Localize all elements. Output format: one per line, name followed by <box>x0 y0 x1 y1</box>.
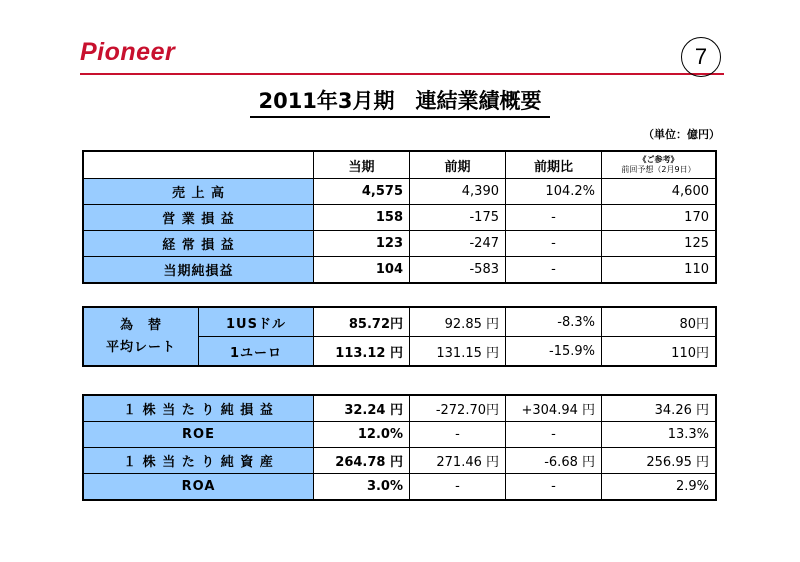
cell-forecast: 110 <box>602 257 716 283</box>
cell-previous: -272.70円 <box>410 396 506 422</box>
cell-previous: 271.46 円 <box>410 448 506 474</box>
pioneer-logo: Pioneer <box>80 38 176 66</box>
header-divider <box>80 73 724 75</box>
cell-forecast: 125 <box>602 231 716 257</box>
cell-current: 104 <box>314 257 410 283</box>
table-row <box>84 231 716 257</box>
row-label: ROA <box>84 474 314 500</box>
table-row <box>84 205 716 231</box>
row-label: 1ユーロ <box>199 337 314 366</box>
cell-forecast: 110円 <box>602 337 716 366</box>
row-label: 経 常 損 益 <box>84 231 314 257</box>
col-header-current: 当期 <box>314 152 410 179</box>
cell-change: - <box>506 257 602 283</box>
cell-change: +304.94 円 <box>506 396 602 422</box>
row-label: 売 上 高 <box>84 179 314 205</box>
fx-group-label-line2: 平均レート <box>105 339 176 355</box>
cell-current: 3.0% <box>314 474 410 500</box>
cell-forecast: 34.26 円 <box>602 396 716 422</box>
page-title: 2011年3月期 連結業績概要 <box>250 88 549 118</box>
cell-previous: 131.15 円 <box>410 337 506 366</box>
fx-group-label-line1: 為 替 <box>119 317 162 333</box>
cell-current: 32.24 円 <box>314 396 410 422</box>
cell-current: 123 <box>314 231 410 257</box>
row-label: 営 業 損 益 <box>84 205 314 231</box>
cell-change: -15.9% <box>506 337 602 366</box>
cell-previous: -583 <box>410 257 506 283</box>
cell-forecast: 80円 <box>602 308 716 337</box>
cell-change: -6.68 円 <box>506 448 602 474</box>
cell-change: - <box>506 231 602 257</box>
title-container <box>0 88 800 118</box>
cell-forecast: 170 <box>602 205 716 231</box>
col-header-forecast <box>602 152 716 179</box>
cell-previous: -175 <box>410 205 506 231</box>
cell-previous: - <box>410 474 506 500</box>
table-row <box>84 257 716 283</box>
cell-current: 158 <box>314 205 410 231</box>
cell-current: 85.72円 <box>314 308 410 337</box>
cell-previous: 4,390 <box>410 179 506 205</box>
cell-change: - <box>506 474 602 500</box>
cell-change: 104.2% <box>506 179 602 205</box>
cell-current: 113.12 円 <box>314 337 410 366</box>
table-row <box>84 179 716 205</box>
cell-forecast: 256.95 円 <box>602 448 716 474</box>
results-header-row <box>84 152 716 179</box>
cell-change: - <box>506 422 602 448</box>
cell-change: - <box>506 205 602 231</box>
cell-forecast: 4,600 <box>602 179 716 205</box>
cell-change: -8.3% <box>506 308 602 337</box>
table-row <box>84 308 716 337</box>
row-label: ROE <box>84 422 314 448</box>
cell-forecast: 13.3% <box>602 422 716 448</box>
fx-table <box>83 307 716 366</box>
cell-previous: -247 <box>410 231 506 257</box>
cell-previous: - <box>410 422 506 448</box>
ref-header-line1: 《ご参考》 <box>638 155 679 164</box>
ref-header-line2: 前回予想（2月9日） <box>621 165 696 174</box>
row-label: １ 株 当 た り 純 損 益 <box>84 396 314 422</box>
cell-previous: 92.85 円 <box>410 308 506 337</box>
row-label: １ 株 当 た り 純 資 産 <box>84 448 314 474</box>
page-number: 7 <box>681 37 721 77</box>
table-row <box>84 396 716 422</box>
cell-forecast: 2.9% <box>602 474 716 500</box>
per-share-table <box>83 395 716 500</box>
cell-current: 12.0% <box>314 422 410 448</box>
col-header-change: 前期比 <box>506 152 602 179</box>
header-blank-cell <box>84 152 314 179</box>
row-label: 1USドル <box>199 308 314 337</box>
results-table <box>83 151 716 283</box>
table-row <box>84 474 716 500</box>
cell-current: 4,575 <box>314 179 410 205</box>
col-header-previous: 前期 <box>410 152 506 179</box>
fx-group-label <box>84 308 199 366</box>
unit-note: （単位：億円） <box>643 128 720 141</box>
row-label: 当期純損益 <box>84 257 314 283</box>
table-row <box>84 448 716 474</box>
table-row <box>84 422 716 448</box>
cell-current: 264.78 円 <box>314 448 410 474</box>
